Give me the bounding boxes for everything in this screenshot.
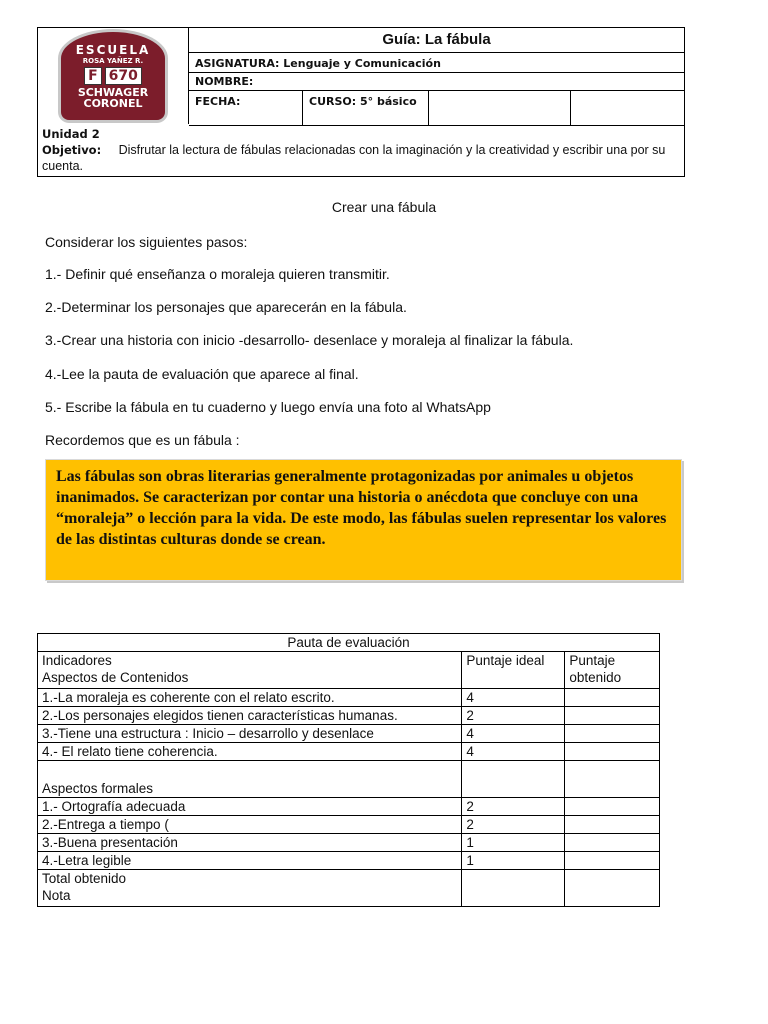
table-title: Pauta de evaluación [38, 634, 660, 652]
header-box [37, 27, 685, 177]
ideal-score: 2 [462, 798, 565, 816]
nombre-field[interactable]: NOMBRE: [195, 75, 254, 88]
table-row [38, 743, 660, 761]
indicator-text: 1.- Ortografía adecuada [38, 798, 462, 816]
indicadores-header [38, 652, 462, 689]
logo-code-letter: F [84, 67, 102, 85]
ideal-score: 4 [462, 689, 565, 707]
obtained-score-cell[interactable] [565, 725, 660, 743]
step-2: 2.-Determinar los personajes que aparecerán en la fábula. [45, 299, 407, 315]
contenidos-section-label: Aspectos de Contenidos [42, 670, 189, 685]
indicator-text: 1.-La moraleja es coherente con el relato escrito. [38, 689, 462, 707]
steps-intro: Considerar los siguientes pasos: [45, 234, 248, 250]
obtenido-label-2: obtenido [569, 670, 622, 685]
info-grid [188, 52, 684, 124]
ideal-score: 4 [462, 743, 565, 761]
logo-line4: SCHWAGER [77, 86, 149, 99]
table-header-row [38, 652, 660, 689]
blank-cell-1 [428, 91, 570, 125]
recall-line: Recordemos que es un fábula : [45, 432, 240, 448]
logo-line2: ROSA YAÑEZ R. [82, 57, 144, 65]
empty-cell [462, 870, 565, 907]
obtained-score-cell[interactable] [565, 743, 660, 761]
logo-code [84, 67, 142, 85]
indicator-text: 3.-Buena presentación [38, 834, 462, 852]
obtained-score-cell[interactable] [565, 707, 660, 725]
step-5: 5.- Escribe la fábula en tu cuaderno y luego envía una foto al WhatsApp [45, 399, 491, 415]
guide-title: Guía: La fábula [188, 28, 684, 52]
definition-box: Las fábulas son obras literarias generalmente protagonizadas por animales u objetos inanimados. Se caracterizan por contar una historia o anécdota que concluye con una “moraleja” o lección para la vida. De este modo, las fábulas suelen representar los valores de las distintas culturas donde se crean. [45, 459, 682, 581]
indicator-text: 2.-Los personajes elegidos tienen características humanas. [38, 707, 462, 725]
unit-label: Unidad 2 [42, 127, 100, 141]
empty-cell [565, 761, 660, 798]
total-obtained-cell[interactable] [565, 870, 660, 907]
blank-cell-2 [570, 91, 684, 125]
formales-section-label: Aspectos formales [38, 761, 462, 798]
fecha-row [189, 90, 684, 126]
logo-line1: ESCUELA [75, 43, 151, 57]
table-row [38, 834, 660, 852]
table-row [38, 870, 660, 907]
asignatura-label: ASIGNATURA: Lenguaje y Comunicación [195, 57, 441, 70]
indicator-text: 3.-Tiene una estructura : Inicio – desarrollo y desenlace [38, 725, 462, 743]
ideal-header: Puntaje ideal [462, 652, 565, 689]
table-row [38, 852, 660, 870]
obtained-score-cell[interactable] [565, 852, 660, 870]
obtained-score-cell[interactable] [565, 798, 660, 816]
nombre-row [189, 72, 684, 91]
nota-label: Nota [42, 888, 71, 903]
table-row [38, 761, 660, 798]
obtenido-label-1: Puntaje [569, 653, 616, 668]
objective-label: Objetivo: [42, 143, 102, 157]
obtained-score-cell[interactable] [565, 816, 660, 834]
indicator-text: 4.-Letra legible [38, 852, 462, 870]
objective-text: Disfrutar la lectura de fábulas relacionadas con la imaginación y la creatividad y escribir una por su cuenta. [42, 143, 666, 173]
table-row [38, 725, 660, 743]
section-title: Crear una fábula [331, 199, 437, 215]
obtained-score-cell[interactable] [565, 689, 660, 707]
evaluation-table [37, 633, 660, 907]
table-row [38, 707, 660, 725]
table-row [38, 816, 660, 834]
ideal-score: 1 [462, 852, 565, 870]
objective-line [42, 142, 680, 174]
obtenido-header [565, 652, 660, 689]
obtained-score-cell[interactable] [565, 834, 660, 852]
table-row [38, 689, 660, 707]
total-nota-cell [38, 870, 462, 907]
unit-objective [42, 126, 680, 174]
logo-code-number: 670 [105, 67, 142, 85]
ideal-score: 1 [462, 834, 565, 852]
table-row [38, 798, 660, 816]
total-label: Total obtenido [42, 871, 127, 886]
table-title-row [38, 634, 660, 652]
step-3: 3.-Crear una historia con inicio -desarrollo- desenlace y moraleja al finalizar la fábula. [45, 332, 574, 348]
fecha-field[interactable]: FECHA: [195, 95, 241, 108]
curso-label: CURSO: 5° básico [302, 91, 428, 125]
empty-cell [462, 761, 565, 798]
ideal-score: 2 [462, 816, 565, 834]
step-4: 4.-Lee la pauta de evaluación que aparece al final. [45, 366, 359, 382]
logo-cell [38, 28, 188, 124]
ideal-score: 4 [462, 725, 565, 743]
step-1: 1.- Definir qué enseñanza o moraleja quieren transmitir. [45, 266, 390, 282]
indicadores-label: Indicadores [42, 653, 112, 668]
indicator-text: 2.-Entrega a tiempo ( [38, 816, 462, 834]
logo-line5: CORONEL [83, 97, 143, 110]
indicator-text: 4.- El relato tiene coherencia. [38, 743, 462, 761]
school-logo [61, 32, 165, 120]
ideal-score: 2 [462, 707, 565, 725]
asignatura-row [189, 52, 684, 73]
